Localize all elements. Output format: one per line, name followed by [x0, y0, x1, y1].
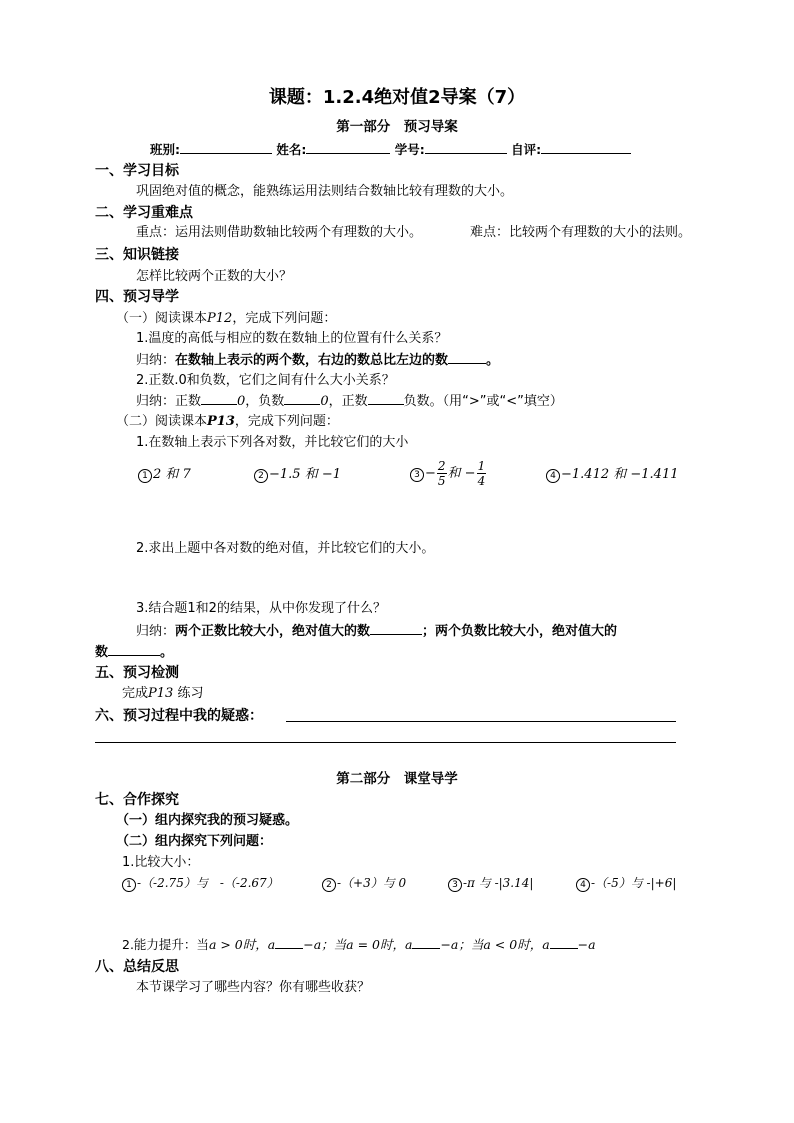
class-blank[interactable]: [180, 141, 272, 154]
summary-a1: [136, 351, 499, 370]
reading-b-lead: [116, 413, 339, 431]
ability-question: [122, 936, 596, 954]
neg-a-2: −a；当: [440, 937, 484, 952]
section2-heading: 二、学习重难点: [95, 205, 193, 221]
summary-b-part3: 数: [95, 645, 109, 660]
summary-b-end: 。: [160, 645, 174, 660]
var-a: a: [542, 937, 550, 952]
summary-b-blank2[interactable]: [108, 643, 160, 656]
difficult-point: 难点：比较两个有理数的大小的法则。: [470, 225, 692, 240]
summary-a1-end: 。: [486, 353, 500, 368]
question-b2: 2.求出上题中各对数的绝对值，并比较它们的大小。: [136, 541, 435, 556]
section3-heading: 三、知识链接: [95, 247, 179, 263]
doubts-line-1[interactable]: [286, 721, 676, 722]
case-zero: a = 0时，: [346, 937, 405, 952]
numerator: 2: [437, 459, 446, 473]
summary-a2-part1: 归纳：正数: [136, 394, 202, 409]
class-label: 班别:: [150, 142, 180, 157]
summary-b-part2: ；两个负数比较大小，绝对值大的: [422, 624, 618, 639]
name-blank[interactable]: [306, 141, 390, 154]
pair-3-mid: 和 −: [447, 466, 476, 481]
minus-sign: −: [425, 466, 436, 481]
pair-1-text: 2 和 7: [153, 467, 191, 482]
pair-3: [410, 457, 487, 491]
neg-a-3: −a: [577, 937, 596, 952]
section5-post: 练习: [177, 686, 204, 701]
pair-4-text: −1.412 和 −1.411: [561, 467, 679, 482]
summary-b-blank1[interactable]: [370, 622, 422, 635]
blank-positive-zero[interactable]: [201, 392, 237, 405]
circled-number: 1: [122, 878, 136, 892]
denominator: 4: [477, 474, 486, 488]
student-info-row: [150, 141, 631, 159]
key-point: 重点：运用法则借助数轴比较两个有理数的大小。: [136, 225, 423, 240]
compare-3-text: -π 与 -|3.14|: [463, 876, 534, 890]
section1-heading: 一、学习目标: [95, 163, 179, 179]
section4-heading: 四、预习导学: [95, 289, 179, 305]
neg-a-1: −a；当: [303, 937, 347, 952]
question-b3: 3.结合题1和2的结果，从中你发现了什么？: [136, 601, 386, 616]
summary-label: 归纳：: [136, 624, 176, 639]
section7-heading: 七、合作探究: [95, 792, 179, 808]
pair-2: [254, 466, 341, 484]
reading-a-text: （一）阅读课本: [116, 311, 208, 326]
circled-number: 4: [546, 469, 560, 483]
summary-a1-blank[interactable]: [448, 351, 486, 364]
compare-2-text: -（+3）与 0: [337, 876, 407, 890]
blank-positive[interactable]: [275, 936, 303, 949]
question-b1: 1.在数轴上表示下列各对数，并比较它们的大小: [136, 435, 409, 450]
reading-b-page: P13: [207, 414, 235, 429]
denominator: 5: [437, 474, 446, 488]
circled-number: 3: [410, 468, 424, 482]
eval-label: 自评:: [511, 142, 542, 157]
section5-text: [122, 685, 203, 703]
reading-a-lead: [116, 310, 336, 328]
var-a: a: [267, 937, 276, 952]
name-label: 姓名:: [276, 142, 307, 157]
zero-2: 0: [320, 394, 329, 409]
id-label: 学号:: [394, 142, 425, 157]
blank-zero[interactable]: [412, 936, 440, 949]
pair-4: [546, 466, 678, 484]
compare-3: [448, 874, 533, 892]
blank-positive-negative[interactable]: [368, 392, 404, 405]
explore-b: （二）组内探究下列问题：: [116, 834, 273, 849]
case-negative: a < 0时，: [483, 937, 543, 952]
compare-1-text: -（-2.75）与 -（-2.67）: [137, 876, 279, 890]
eval-blank[interactable]: [541, 141, 631, 154]
reading-b-text: （二）阅读课本: [116, 414, 208, 429]
zero-1: 0: [237, 394, 246, 409]
circled-number: 2: [254, 469, 268, 483]
section5-pre: 完成: [122, 686, 149, 701]
fraction-1-4: [477, 459, 487, 488]
pair-2-text: −1.5 和 −1: [269, 467, 341, 482]
question-a1: 1.温度的高低与相应的数在数轴上的位置有什么关系？: [136, 331, 448, 346]
circled-number: 2: [322, 878, 336, 892]
page-title: 课题：1.2.4绝对值2导案（7）: [268, 87, 526, 108]
compare-4: [576, 874, 676, 892]
compare-2: [322, 874, 406, 892]
summary-a2-part4: 负数。（用“>”或“<”填空）: [403, 394, 563, 409]
part1-heading: 第一部分 预习导案: [336, 119, 458, 135]
blank-negative[interactable]: [550, 936, 578, 949]
summary-a2: [136, 392, 563, 411]
circled-number: 1: [138, 469, 152, 483]
part2-heading: 第二部分 课堂导学: [336, 771, 458, 787]
blank-negative-zero[interactable]: [284, 392, 320, 405]
section5-heading: 五、预习检测: [95, 665, 179, 681]
id-blank[interactable]: [425, 141, 507, 154]
section5-page: P13: [148, 686, 174, 701]
pair-1: [138, 466, 191, 484]
summary-a1-text: 在数轴上表示的两个数，右边的数总比左边的数: [175, 353, 449, 368]
summary-b: [136, 622, 617, 641]
section1-text: 巩固绝对值的概念，能熟练运用法则结合数轴比较有理数的大小。: [136, 184, 514, 199]
compare-4-text: -（-5）与 -|+6|: [591, 876, 677, 890]
summary-label: 归纳：: [136, 353, 176, 368]
reading-a-tail: ，完成下列问题：: [232, 311, 337, 326]
compare-1: [122, 874, 279, 892]
circled-number: 4: [576, 878, 590, 892]
section3-text: 怎样比较两个正数的大小？: [136, 269, 293, 284]
doubts-line-2[interactable]: [95, 742, 676, 743]
reading-b-tail: ，完成下列问题：: [234, 414, 339, 429]
question-a2: 2.正数.0和负数，它们之间有什么大小关系？: [136, 373, 395, 388]
summary-a2-part2: ，负数: [245, 394, 285, 409]
section6-heading: 六、预习过程中我的疑惑：: [95, 708, 263, 724]
numerator: 1: [477, 459, 486, 473]
ability-lead: 2.能力提升：当: [122, 937, 209, 952]
section8-text: 本节课学习了哪些内容？你有哪些收获？: [136, 980, 371, 995]
reading-a-page: P12: [207, 311, 233, 326]
summary-a2-part3: ，正数: [328, 394, 368, 409]
case-positive: a > 0时，: [208, 937, 268, 952]
fraction-2-5: [437, 459, 447, 488]
compare-question: 1.比较大小：: [122, 855, 200, 870]
explore-a: （一）组内探究我的预习疑惑。: [116, 813, 299, 828]
section8-heading: 八、总结反思: [95, 959, 179, 975]
circled-number: 3: [448, 878, 462, 892]
summary-b-part1: 两个正数比较大小，绝对值大的数: [175, 624, 371, 639]
summary-b-cont: [95, 643, 173, 662]
var-a: a: [404, 937, 413, 952]
